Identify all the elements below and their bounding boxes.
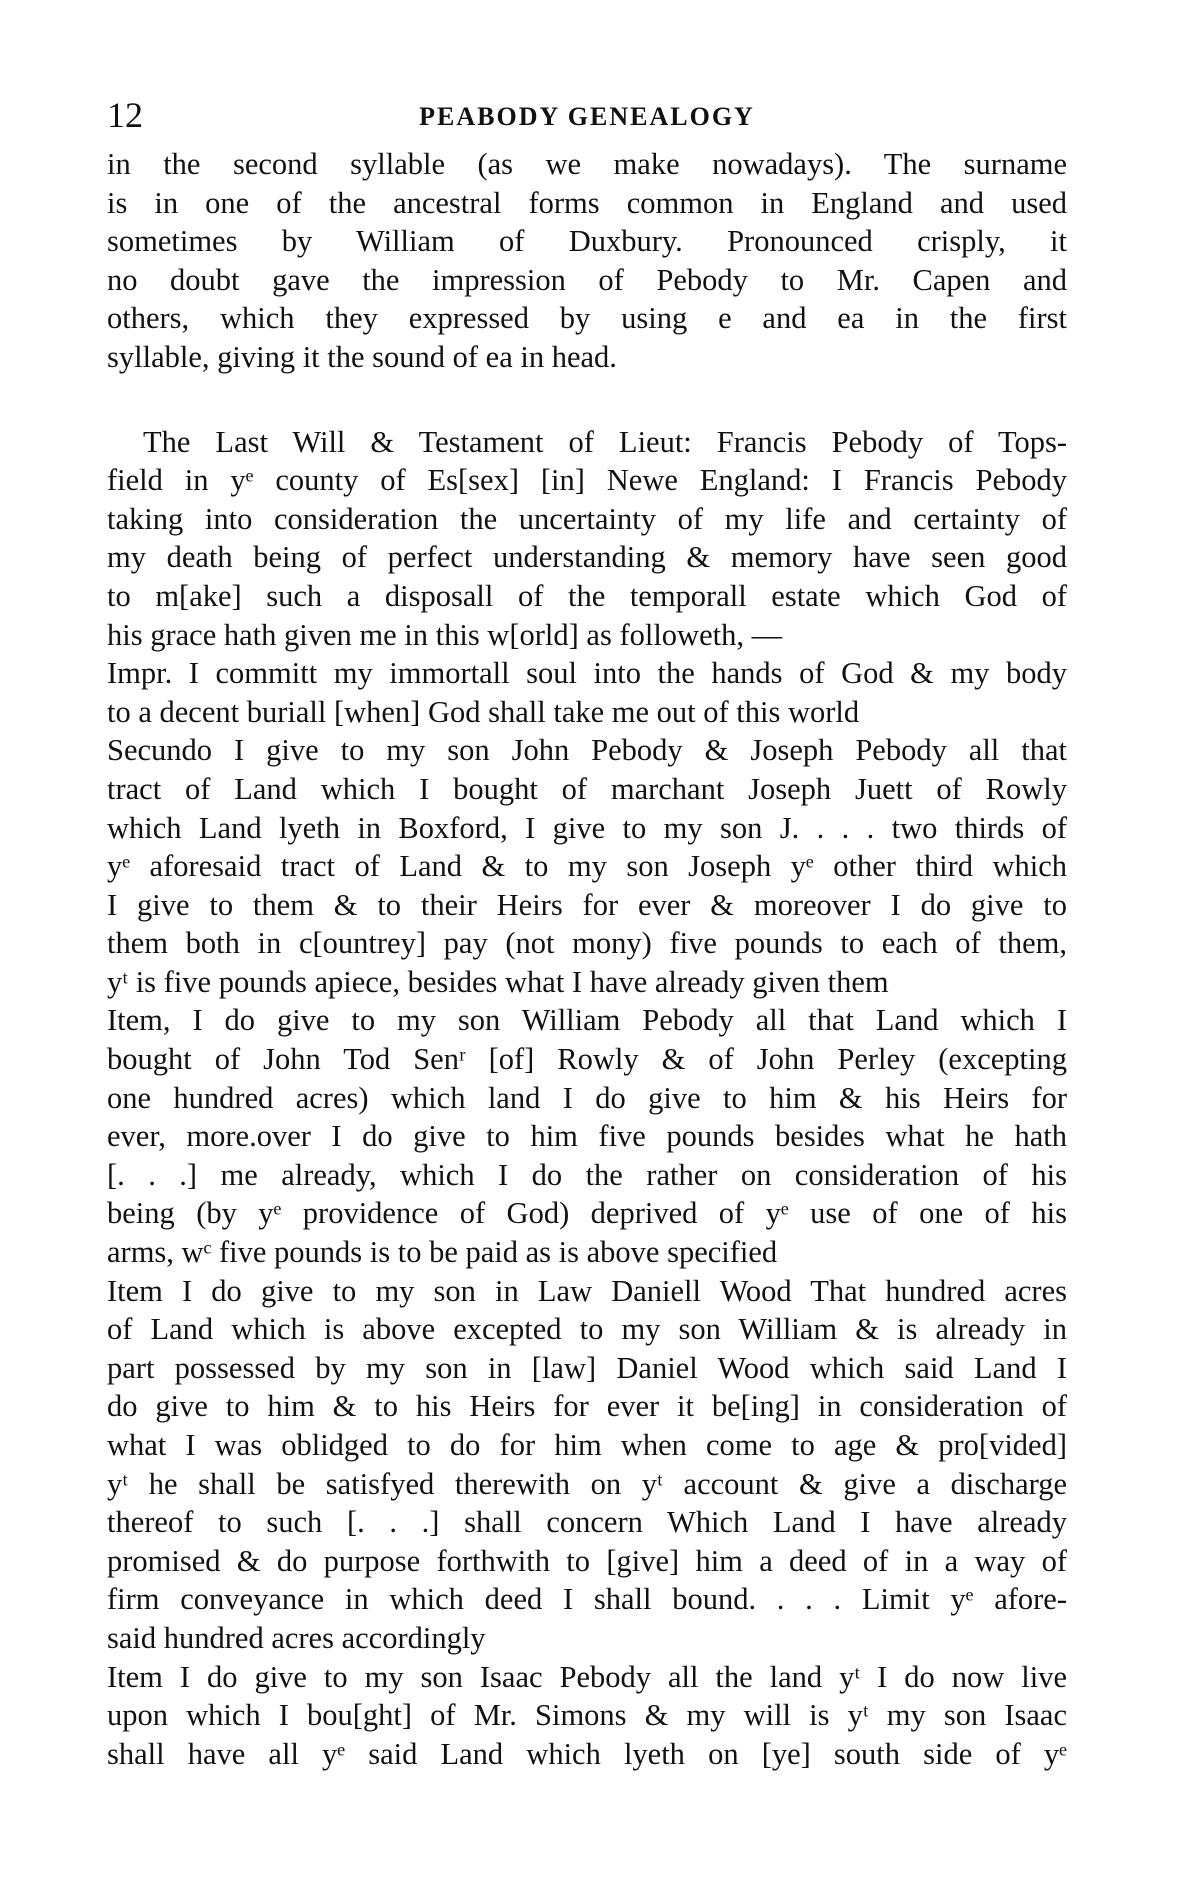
text-line: said hundred acres accordingly	[107, 1620, 486, 1655]
text-line: I give to them & to their Heirs for ever & moreover I do give to	[107, 887, 1067, 922]
text-line: Secundo I give to my son John Pebody & Joseph Pebody all that	[107, 733, 1067, 768]
text-line: upon which I bou[ght] of Mr. Simons & my will is yᵗ my son Isaac	[107, 1698, 1067, 1733]
text-line: my death being of perfect understanding & memory have seen good	[107, 540, 1067, 575]
text-line: part possessed by my son in [law] Daniel Wood which said Land I	[107, 1350, 1067, 1385]
text-line: syllable, giving it the sound of ea in head.	[107, 339, 617, 374]
page-number: 12	[107, 95, 143, 135]
page	[107, 95, 1067, 1773]
text-line: field in yᵉ county of Es[sex] [in] Newe England: I Francis Pebody	[107, 463, 1067, 498]
text-line: The Last Will & Testament of Lieut: Francis Pebody of Tops-	[143, 424, 1067, 459]
text-line: which Land lyeth in Boxford, I give to my son J. . . . two thirds of	[107, 810, 1067, 845]
text-line: Item I do give to my son Isaac Pebody all the land yᵗ I do now live	[107, 1659, 1067, 1694]
text-line: his grace hath given me in this w[orld] as followeth, —	[107, 617, 783, 652]
text-line: taking into consideration the uncertainty of my life and certainty of	[107, 501, 1067, 536]
text-line: firm conveyance in which deed I shall bound. . . . Limit yᵉ afore-	[107, 1582, 1067, 1617]
running-title: PEABODY GENEALOGY	[419, 102, 755, 131]
text-line: [. . .] me already, which I do the rather on consideration of his	[107, 1157, 1067, 1192]
text-line: of Land which is above excepted to my son William & is already in	[107, 1312, 1067, 1347]
text-line: shall have all yᵉ said Land which lyeth on [ye] south side of yᵉ	[107, 1736, 1067, 1771]
text-line: promised & do purpose forthwith to [give] him a deed of in a way of	[107, 1543, 1067, 1578]
will-transcription	[107, 423, 1067, 1774]
text-line: to a decent buriall [when] God shall take me out of this world	[107, 694, 860, 729]
text-line: bought of John Tod Senʳ [of] Rowly & of John Perley (excepting	[107, 1042, 1067, 1077]
text-line: sometimes by William of Duxbury. Pronounced crisply, it	[107, 224, 1067, 259]
text-line: tract of Land which I bought of marchant Joseph Juett of Rowly	[107, 771, 1067, 806]
text-line: one hundred acres) which land I do give to him & his Heirs for	[107, 1080, 1067, 1115]
text-line: is in one of the ancestral forms common in England and used	[107, 185, 1067, 220]
text-line: Impr. I committ my immortall soul into the hands of God & my body	[107, 656, 1067, 691]
text-line: yᵗ he shall be satisfyed therewith on yᵗ account & give a discharge	[107, 1466, 1067, 1501]
text-line: Item I do give to my son in Law Daniell Wood That hundred acres	[107, 1273, 1067, 1308]
text-line: do give to him & to his Heirs for ever it be[ing] in consideration of	[107, 1389, 1067, 1424]
text-line: no doubt gave the impression of Pebody to Mr. Capen and	[107, 262, 1067, 297]
page-header	[107, 95, 1067, 145]
text-line: ever, more.over I do give to him five pounds besides what he hath	[107, 1119, 1067, 1154]
text-line: arms, wᶜ five pounds is to be paid as is above specified	[107, 1235, 778, 1270]
paragraph-gap	[107, 377, 1067, 423]
text-line: Item, I do give to my son William Pebody all that Land which I	[107, 1003, 1067, 1038]
text-line: others, which they expressed by using e and ea in the first	[107, 301, 1067, 336]
text-line: in the second syllable (as we make nowadays). The surname	[107, 147, 1067, 181]
paragraph-pronunciation	[107, 145, 1067, 377]
text-line: to m[ake] such a disposall of the temporall estate which God of	[107, 578, 1067, 613]
text-line: yᵉ aforesaid tract of Land & to my son Joseph yᵉ other third which	[107, 849, 1067, 884]
text-line: yᵗ is five pounds apiece, besides what I have already given them	[107, 964, 889, 999]
text-line: what I was oblidged to do for him when come to age & pro[vided]	[107, 1428, 1067, 1462]
text-line: them both in c[ountrey] pay (not mony) five pounds to each of them,	[107, 926, 1067, 961]
text-line: thereof to such [. . .] shall concern Which Land I have already	[107, 1505, 1067, 1540]
text-line: being (by yᵉ providence of God) deprived of yᵉ use of one of his	[107, 1196, 1067, 1231]
